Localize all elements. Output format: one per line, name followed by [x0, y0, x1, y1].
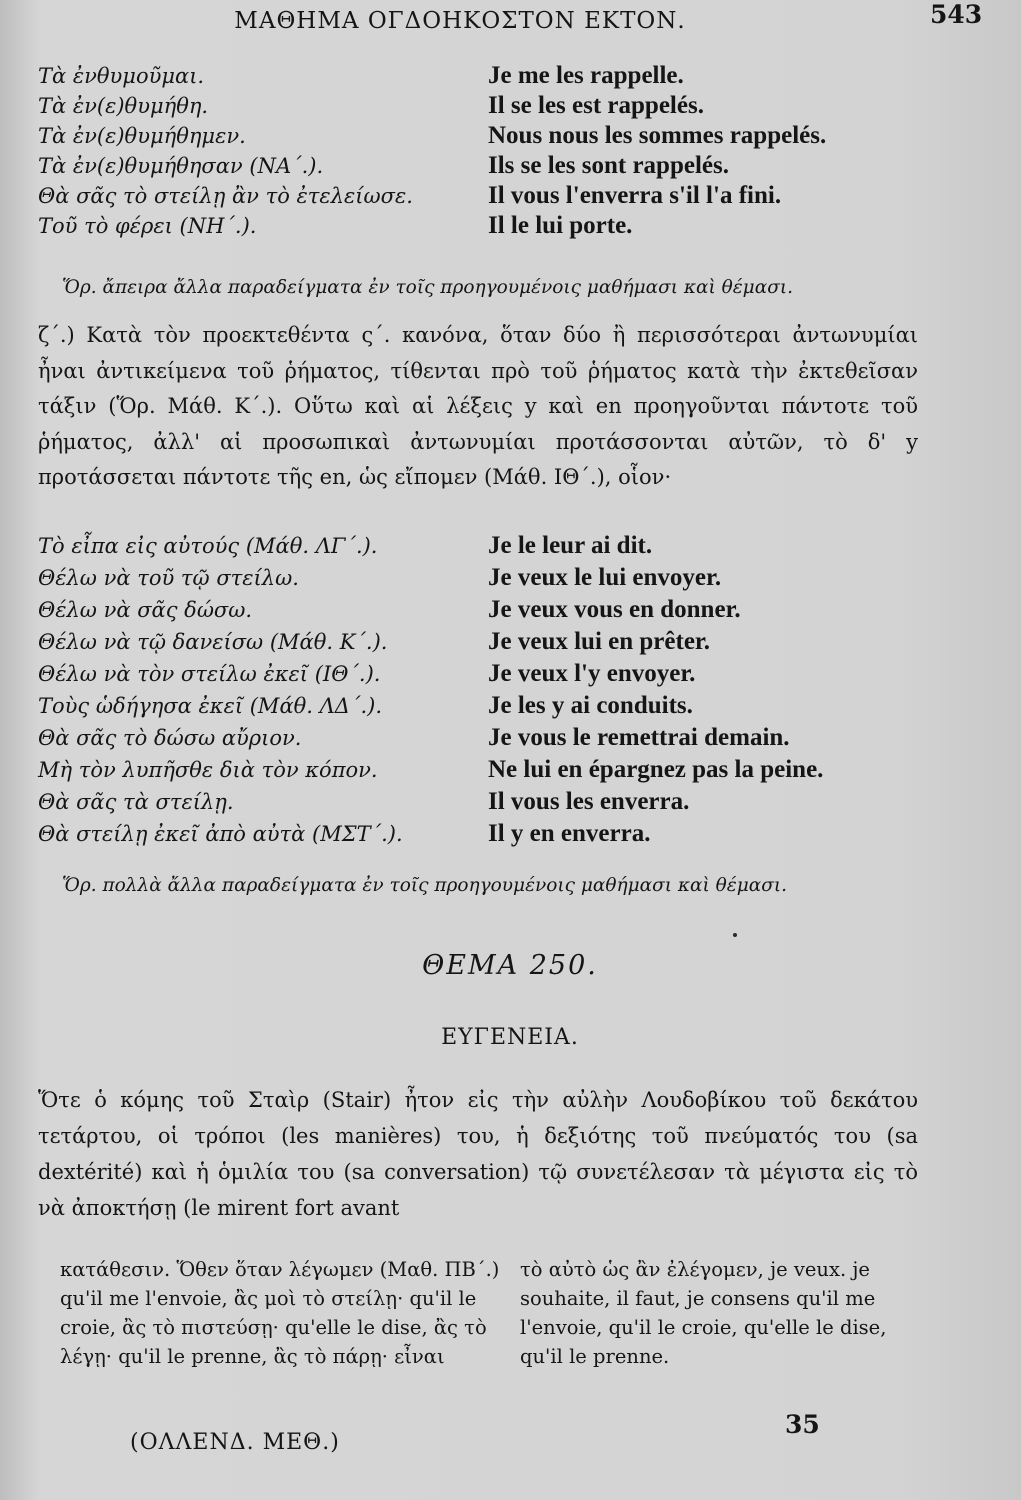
example-row: [38, 212, 968, 242]
greek-phrase: Τοὺς ὡδήγησα ἐκεῖ (Μάθ. ΛΔ΄.).: [38, 694, 382, 718]
greek-phrase: Θέλω νὰ σᾶς δώσω.: [38, 598, 253, 622]
greek-phrase: Θὰ στείλῃ ἐκεῖ ἀπὸ αὐτὰ (ΜΣΤ΄.).: [38, 822, 403, 846]
page-number: 543: [930, 0, 983, 29]
greek-phrase: Θὰ σᾶς τὸ δώσω αὔριον.: [38, 726, 302, 750]
theme-title: ΘΕΜΑ 250.: [422, 950, 598, 981]
greek-phrase: Τὰ ἐνθυμοῦμαι.: [38, 64, 205, 88]
example-row: [38, 756, 968, 788]
greek-phrase: Τὸ εἶπα εἰς αὐτούς (Μάθ. ΛΓ΄.).: [38, 534, 378, 558]
example-row: [38, 660, 968, 692]
example-row: [38, 628, 968, 660]
example-row: [38, 152, 968, 182]
example-row: [38, 564, 968, 596]
french-phrase: Il le lui porte.: [488, 212, 633, 239]
greek-phrase: Μὴ τὸν λυπῆσθε διὰ τὸν κόπον.: [38, 758, 378, 782]
greek-phrase: Θὰ σᾶς τὰ στείλῃ.: [38, 790, 234, 814]
french-phrase: Il vous l'enverra s'il l'a fini.: [488, 182, 782, 209]
greek-phrase: Τὰ ἐν(ε)θυμήθησαν (ΝΑ΄.).: [38, 154, 324, 178]
french-phrase: Je me les rappelle.: [488, 62, 684, 89]
french-phrase: Il y en enverra.: [488, 820, 651, 847]
sheet-number: 35: [785, 1410, 820, 1439]
example-row: [38, 92, 968, 122]
french-phrase: Il vous les enverra.: [488, 788, 690, 815]
greek-phrase: Τοῦ τὸ φέρει (ΝΗ΄.).: [38, 214, 257, 238]
example-row: [38, 820, 968, 852]
signature-mark: (ΟΛΛΕΝΔ. ΜΕΘ.): [130, 1430, 340, 1455]
footnote-left: κατάθεσιν. Ὅθεν ὅταν λέγωμεν (Μαθ. ΠΒ΄.) qu'il me l'envoie, ἂς μοὶ τὸ στείλῃ· qu'il le croie, ἂς τὸ πιστεύσῃ· qu'elle le dise, ἂς τὸ λέγῃ· qu'il le prenne, ἂς τὸ πάρῃ· εἶναι: [60, 1258, 500, 1368]
greek-phrase: Θέλω νὰ τοῦ τῷ στείλω.: [38, 566, 299, 590]
example-row: [38, 122, 968, 152]
story-paragraph: Ὅτε ὁ κόμης τοῦ Σταὶρ (Stair) ἦτον εἰς τὴν αὐλὴν Λουδοβίκου τοῦ δεκάτου τετάρτου, οἱ τρόποι (les manières) του, ἡ δεξιότης τοῦ πνεύματός του (sa dextérité) καὶ ἡ ὁμιλία του (sa conversation) τῷ συνετέλεσαν τὰ μέγιστα εἰς τὸ νὰ ἀποκτήσῃ (le mirent fort avant: [38, 1088, 918, 1220]
french-phrase: Je le leur ai dit.: [488, 532, 653, 559]
french-phrase: Je veux lui en prêter.: [488, 628, 710, 655]
greek-phrase: Τὰ ἐν(ε)θυμήθη.: [38, 94, 209, 118]
french-phrase: Je veux l'y envoyer.: [488, 660, 696, 687]
example-row: [38, 596, 968, 628]
greek-phrase: Θὰ σᾶς τὸ στείλῃ ἂν τὸ ἐτελείωσε.: [38, 184, 413, 208]
greek-phrase: Τὰ ἐν(ε)θυμήθημεν.: [38, 124, 246, 148]
running-head: ΜΑΘΗΜΑ ΟΓΔΟΗΚΟΣΤΟΝ ΕΚΤΟΝ.: [234, 8, 686, 34]
example-row: [38, 788, 968, 820]
example-list-2: [38, 532, 968, 852]
french-phrase: Ne lui en épargnez pas la peine.: [488, 756, 824, 783]
french-phrase: Il se les est rappelés.: [488, 92, 704, 119]
french-phrase: Je vous le remettrai demain.: [488, 724, 790, 751]
example-row: [38, 182, 968, 212]
example-row: [38, 532, 968, 564]
french-phrase: Ils se les sont rappelés.: [488, 152, 729, 179]
greek-phrase: Θέλω νὰ τῷ δανείσω (Μάθ. Κ΄.).: [38, 630, 388, 654]
grammar-rule: ζ΄.) Κατὰ τὸν προεκτεθέντα ς΄. κανόνα, ὅταν δύο ἢ περισσότεραι ἀντωνυμίαι ἦναι ἀντικείμενα τοῦ ῥήματος, τίθενται πρὸ τοῦ ῥήματος κατὰ τὴν ἐκτεθεῖσαν τάξιν (Ὅρ. Μάθ. Κ΄.). Οὕτω καὶ αἱ λέξεις y καὶ en προηγοῦνται πάντοτε τοῦ ῥήματος, ἀλλ' αἱ προσωπικαὶ ἀντωνυμίαι προτάσσονται αὐτῶν, τὸ δ' y προτάσσεται πάντοτε τῆς en, ὡς εἴπομεν (Μάθ. ΙΘ΄.), οἷον·: [38, 323, 918, 489]
reference-note: Ὅρ. ἄπειρα ἄλλα παραδείγματα ἐν τοῖς προηγουμένοις μαθήμασι καὶ θέμασι.: [62, 277, 793, 298]
french-phrase: Je les y ai conduits.: [488, 692, 693, 719]
example-row: [38, 62, 968, 92]
footnote-right: τὸ αὐτὸ ὡς ἂν ἐλέγομεν, je veux. je souhaite, il faut, je consens qu'il me l'envoie, qu'il le croie, qu'elle le dise, qu'il le prenne.: [520, 1258, 887, 1368]
example-row: [38, 692, 968, 724]
french-phrase: Je veux le lui envoyer.: [488, 564, 722, 591]
example-row: [38, 724, 968, 756]
french-phrase: Nous nous les sommes rappelés.: [488, 122, 827, 149]
greek-phrase: Θέλω νὰ τὸν στείλω ἐκεῖ (ΙΘ΄.).: [38, 662, 381, 686]
french-phrase: Je veux vous en donner.: [488, 596, 741, 623]
example-list-1: [38, 62, 968, 242]
story-title: ΕΥΓΕΝΕΙΑ.: [441, 1025, 579, 1050]
reference-note: Ὅρ. πολλὰ ἄλλα παραδείγματα ἐν τοῖς προηγουμένοις μαθήμασι καὶ θέμασι.: [62, 875, 787, 896]
ink-speck: [733, 933, 737, 937]
